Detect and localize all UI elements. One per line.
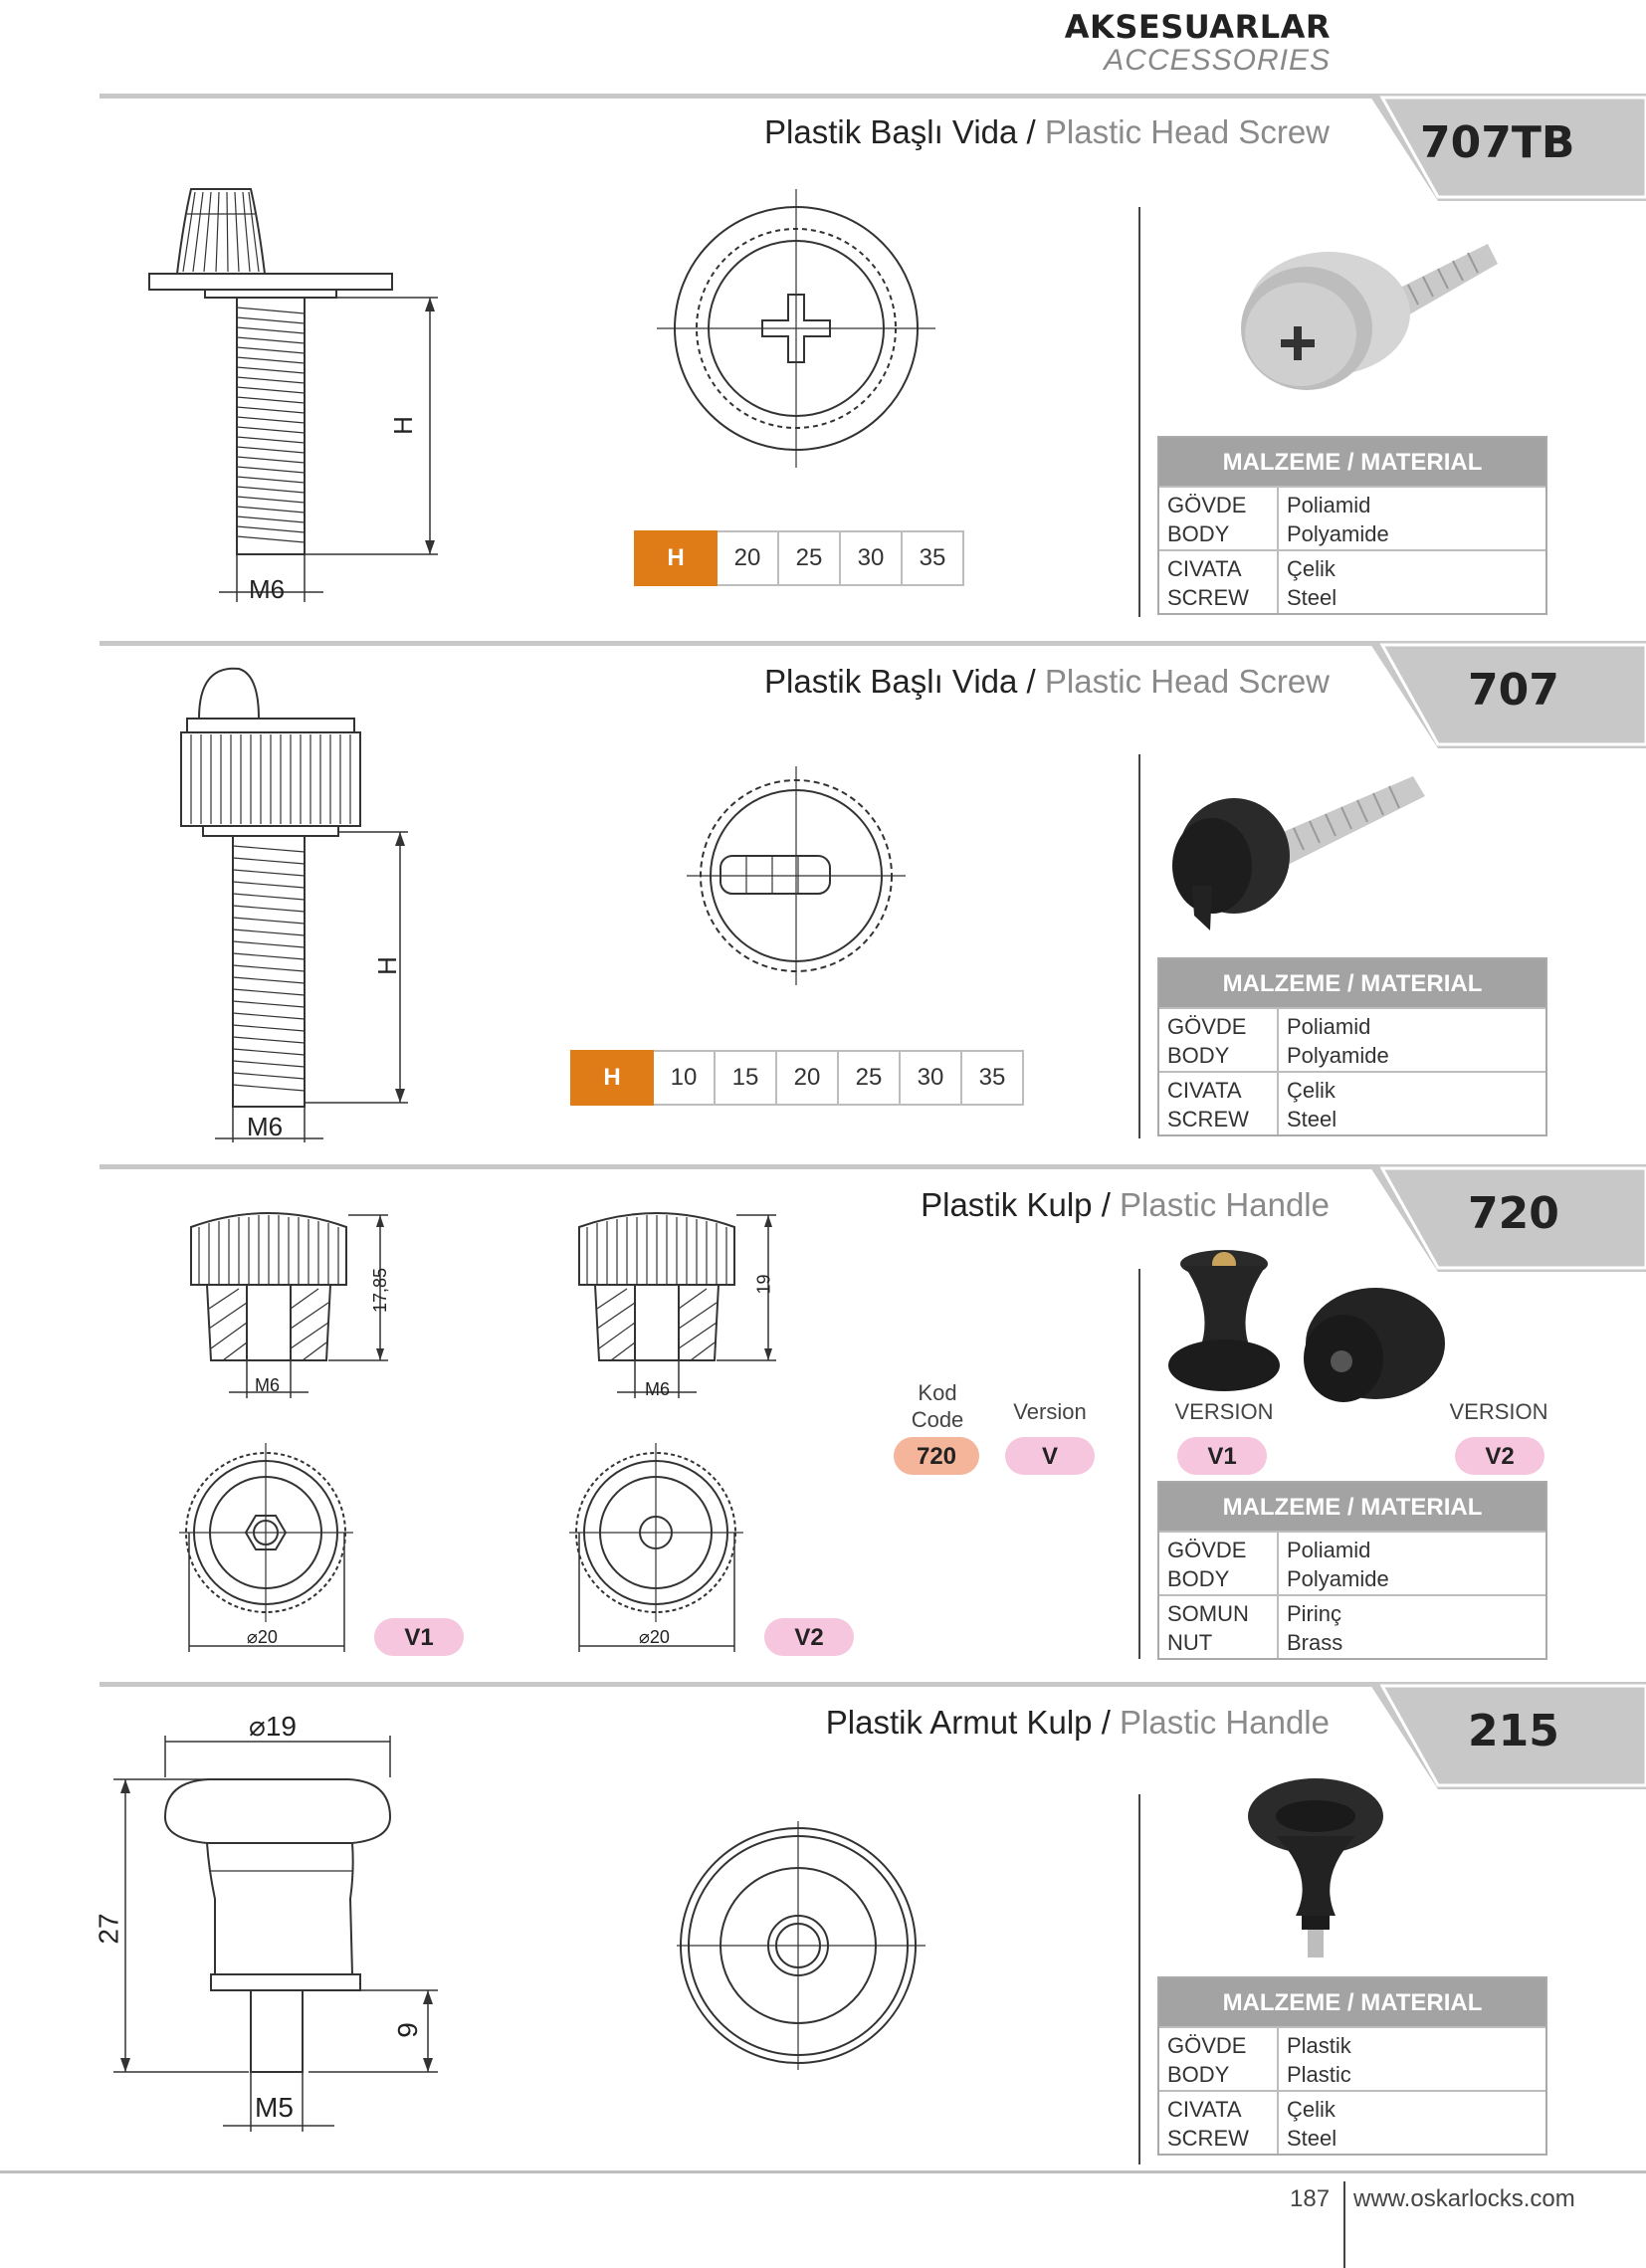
title-tr: Plastik Başlı Vida: [764, 113, 1018, 150]
material-row: [1159, 1007, 1545, 1071]
title-sep: /: [1017, 113, 1045, 150]
material-value-tr: Poliamid: [1287, 493, 1371, 517]
h-table-cell: 10: [653, 1051, 715, 1105]
material-key-tr: GÖVDE: [1167, 493, 1247, 517]
header-title-en: ACCESSORIES: [1104, 44, 1331, 77]
section-divider: [100, 94, 1375, 99]
section-title: [921, 1186, 1330, 1224]
header-title-tr: AKSESUARLAR: [1064, 8, 1331, 46]
product-code: 707TB: [1420, 117, 1575, 168]
material-key-en: SCREW: [1167, 1107, 1249, 1132]
version-badge: V: [1005, 1437, 1095, 1475]
dim-height: 19: [753, 1274, 774, 1295]
dim-height-thread: 9: [391, 2022, 423, 2038]
material-key-en: BODY: [1167, 521, 1230, 546]
material-value-en: Steel: [1287, 2126, 1337, 2151]
material-header: MALZEME / MATERIAL: [1159, 959, 1545, 1007]
section-title: [826, 1704, 1330, 1742]
screw-side-drawing: [139, 184, 468, 612]
material-value-tr: Çelik: [1287, 556, 1336, 581]
material-table: [1157, 436, 1547, 615]
material-key-tr: GÖVDE: [1167, 1538, 1247, 1562]
material-key-tr: GÖVDE: [1167, 1014, 1247, 1039]
material-value-en: Polyamide: [1287, 1043, 1389, 1068]
material-value-en: Plastic: [1287, 2062, 1351, 2087]
material-key-en: BODY: [1167, 1043, 1230, 1068]
material-key-tr: GÖVDE: [1167, 2033, 1247, 2058]
code-tab-707: [1368, 641, 1646, 748]
material-value-en: Steel: [1287, 585, 1337, 610]
material-row: [1159, 2026, 1545, 2090]
title-sep: /: [1092, 1186, 1121, 1223]
product-photo-720: [1154, 1244, 1473, 1413]
product-code: 215: [1468, 1706, 1559, 1756]
material-row: [1159, 549, 1545, 613]
title-sep: /: [1092, 1704, 1121, 1741]
dim-h: H: [387, 416, 418, 435]
material-key-en: NUT: [1167, 1630, 1213, 1655]
section-divider: [100, 1682, 1375, 1687]
material-value-tr: Pirinç: [1287, 1601, 1342, 1626]
code-tab-707tb: [1368, 94, 1646, 201]
dim-thread: M5: [255, 2092, 294, 2123]
material-value-tr: Plastik: [1287, 2033, 1351, 2058]
title-sep: /: [1017, 663, 1045, 700]
version-badge-v1: V1: [1177, 1437, 1267, 1475]
h-table-cell: 25: [778, 531, 840, 585]
code-badge: 720: [894, 1437, 979, 1475]
title-tr: Plastik Armut Kulp: [825, 1704, 1093, 1741]
code-tab-215: [1368, 1682, 1646, 1789]
title-en: Plastic Head Screw: [1044, 663, 1330, 700]
pear-handle-side-drawing: [100, 1722, 458, 2140]
material-row: [1159, 1594, 1545, 1658]
footer-divider: [0, 2170, 1646, 2173]
material-value-tr: Çelik: [1287, 2097, 1336, 2122]
material-key-tr: CIVATA: [1167, 1078, 1242, 1103]
material-table: [1157, 1481, 1547, 1660]
h-table-label: H: [635, 531, 717, 585]
material-table: [1157, 957, 1547, 1136]
dim-thread: M6: [255, 1375, 281, 1395]
screw-top-drawing: [657, 189, 935, 468]
material-header: MALZEME / MATERIAL: [1159, 1978, 1545, 2026]
material-key-tr: CIVATA: [1167, 556, 1242, 581]
material-key-tr: SOMUN: [1167, 1601, 1249, 1626]
material-row: [1159, 1071, 1545, 1134]
h-table-label: H: [571, 1051, 653, 1105]
h-table: [634, 530, 964, 586]
dim-diameter: ⌀20: [639, 1627, 670, 1647]
dim-thread: M6: [249, 574, 286, 604]
material-value-tr: Çelik: [1287, 1078, 1336, 1103]
h-table-cell: 20: [776, 1051, 838, 1105]
material-key-en: BODY: [1167, 2062, 1230, 2087]
screw-top-drawing: [687, 766, 906, 985]
material-value-tr: Poliamid: [1287, 1538, 1371, 1562]
kod-label-tr: Kod: [918, 1380, 957, 1405]
title-en: Plastic Handle: [1120, 1704, 1330, 1741]
section-title: [764, 663, 1330, 701]
version-badge-v1: V1: [374, 1618, 464, 1656]
material-key-tr: CIVATA: [1167, 2097, 1242, 2122]
page-number: 187: [1290, 2185, 1331, 2212]
h-table-cell: 35: [902, 531, 963, 585]
product-photo-707: [1164, 766, 1433, 945]
dim-thread: M6: [645, 1379, 671, 1399]
h-table-cell: 35: [961, 1051, 1023, 1105]
section-divider: [100, 1164, 1375, 1169]
vertical-divider: [1138, 207, 1140, 617]
dim-height: 17,85: [370, 1267, 391, 1314]
material-header: MALZEME / MATERIAL: [1159, 438, 1545, 486]
handle-v2-side-drawing: [567, 1209, 796, 1408]
product-photo-215: [1244, 1776, 1393, 1960]
footer-separator: [1343, 2181, 1345, 2268]
h-table-cell: 20: [717, 531, 778, 585]
material-value-en: Brass: [1287, 1630, 1343, 1655]
section-divider: [100, 641, 1375, 646]
material-key-en: SCREW: [1167, 2126, 1249, 2151]
version-badge-v2: V2: [1455, 1437, 1544, 1475]
h-table-cell: 30: [900, 1051, 961, 1105]
title-en: Plastic Handle: [1120, 1186, 1330, 1223]
kod-label: [898, 1379, 977, 1433]
screw-side-drawing: [169, 665, 458, 1142]
material-row: [1159, 2090, 1545, 2154]
material-value-en: Polyamide: [1287, 1566, 1389, 1591]
material-row: [1159, 486, 1545, 549]
material-value-en: Steel: [1287, 1107, 1337, 1132]
material-key-en: BODY: [1167, 1566, 1230, 1591]
dim-h: H: [371, 956, 402, 975]
pear-handle-top-drawing: [677, 1821, 935, 2080]
website-link[interactable]: www.oskarlocks.com: [1353, 2185, 1575, 2212]
h-table-cell: 30: [840, 531, 902, 585]
dim-diameter: ⌀20: [247, 1627, 278, 1647]
product-code: 707: [1468, 665, 1559, 716]
material-key-en: SCREW: [1167, 585, 1249, 610]
product-code: 720: [1468, 1188, 1559, 1239]
material-value-en: Polyamide: [1287, 521, 1389, 546]
dim-height: 27: [93, 1913, 124, 1945]
material-header: MALZEME / MATERIAL: [1159, 1483, 1545, 1531]
version-badge-v2: V2: [764, 1618, 854, 1656]
version-caption: VERSION: [1174, 1399, 1274, 1424]
dim-thread: M6: [247, 1112, 284, 1141]
material-row: [1159, 1531, 1545, 1594]
material-value-tr: Poliamid: [1287, 1014, 1371, 1039]
title-en: Plastic Head Screw: [1044, 113, 1330, 150]
vertical-divider: [1138, 1269, 1140, 1659]
material-table: [1157, 1976, 1547, 2156]
vertical-divider: [1138, 1794, 1140, 2165]
kod-label-en: Code: [911, 1407, 964, 1432]
section-title: [764, 113, 1330, 151]
version-label: Version: [1013, 1399, 1087, 1424]
dim-diameter: ⌀19: [249, 1711, 298, 1742]
h-table: [570, 1050, 1024, 1106]
h-table-cell: 15: [715, 1051, 776, 1105]
title-tr: Plastik Kulp: [921, 1186, 1093, 1223]
title-tr: Plastik Başlı Vida: [764, 663, 1018, 700]
version-caption: VERSION: [1449, 1399, 1548, 1424]
h-table-cell: 25: [838, 1051, 900, 1105]
page-header: [1065, 8, 1331, 78]
vertical-divider: [1138, 754, 1140, 1138]
product-photo-707tb: [1229, 229, 1498, 408]
